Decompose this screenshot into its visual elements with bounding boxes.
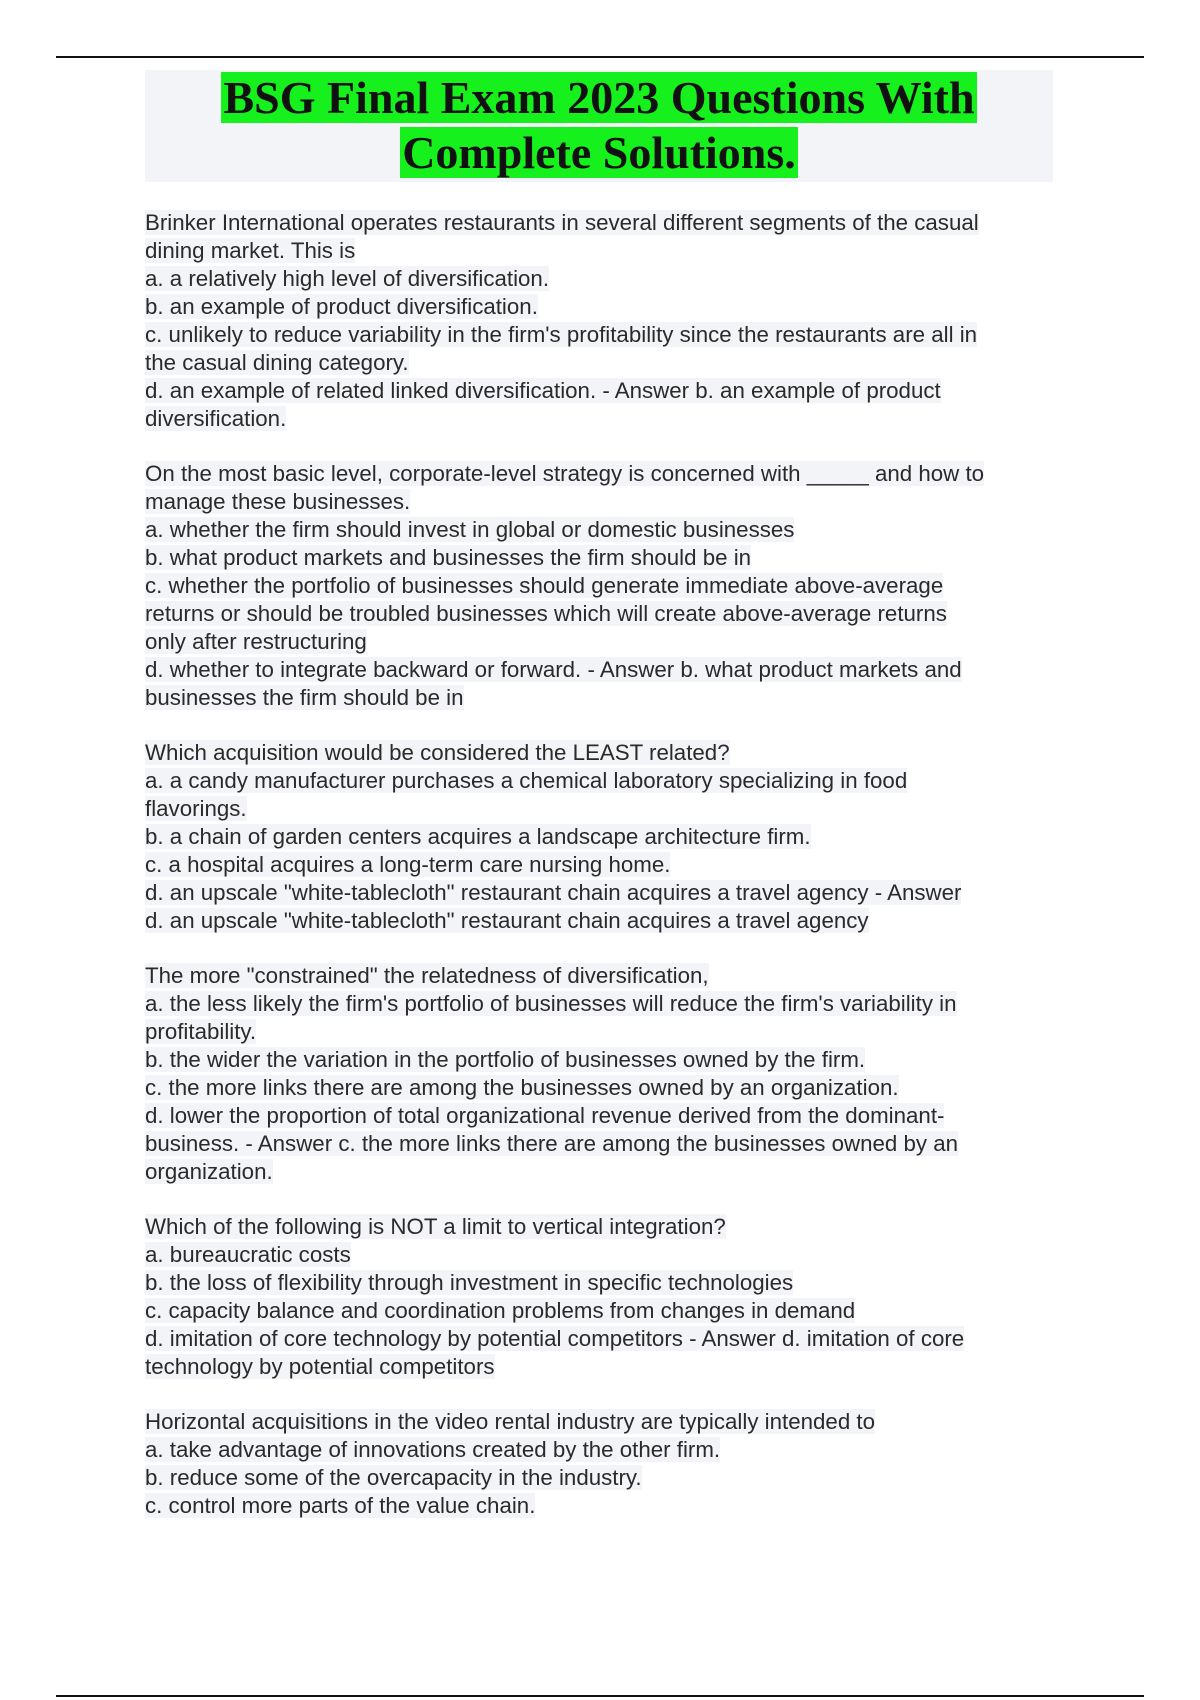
question-block-5 [145, 1213, 1065, 1381]
option-line: a. bureaucratic costs [145, 1242, 351, 1267]
option-line: a. a relatively high level of diversification. [145, 266, 550, 291]
option-line: b. an example of product diversification. [145, 294, 538, 319]
option-line: c. whether the portfolio of businesses should generate immediate above-average [145, 573, 944, 598]
option-line: c. unlikely to reduce variability in the firm's profitability since the restaurants are all in [145, 322, 978, 347]
question-block-6 [145, 1408, 1065, 1520]
option-line: a. the less likely the firm's portfolio of businesses will reduce the firm's variability in [145, 991, 957, 1016]
question-line: Brinker International operates restaurants in several different segments of the casual [145, 210, 979, 235]
answer-line: d. an example of related linked diversification. - Answer b. an example of product [145, 378, 941, 403]
top-rule [56, 56, 1144, 58]
option-line: c. a hospital acquires a long-term care nursing home. [145, 852, 671, 877]
question-line: manage these businesses. [145, 489, 411, 514]
answer-line: d. whether to integrate backward or forward. - Answer b. what product markets and [145, 657, 962, 682]
option-line: c. control more parts of the value chain. [145, 1493, 536, 1518]
option-line: b. the wider the variation in the portfolio of businesses owned by the firm. [145, 1047, 866, 1072]
question-line: Horizontal acquisitions in the video rental industry are typically intended to [145, 1409, 876, 1434]
title-text-1: BSG Final Exam 2023 Questions With [223, 72, 975, 123]
option-line: c. the more links there are among the businesses owned by an organization. [145, 1075, 899, 1100]
option-line: only after restructuring [145, 629, 367, 654]
option-line: a. a candy manufacturer purchases a chemical laboratory specializing in food [145, 768, 908, 793]
answer-line: business. - Answer c. the more links there are among the businesses owned by an [145, 1131, 959, 1156]
question-block-2 [145, 460, 1065, 712]
option-line: b. a chain of garden centers acquires a landscape architecture firm. [145, 824, 811, 849]
question-block-4 [145, 962, 1065, 1186]
option-line: a. take advantage of innovations created by the other firm. [145, 1437, 721, 1462]
answer-line: technology by potential competitors [145, 1354, 495, 1379]
question-line: The more "constrained" the relatedness of diversification, [145, 963, 709, 988]
question-line: On the most basic level, corporate-level strategy is concerned with _____ and how to [145, 461, 985, 486]
question-block-3 [145, 739, 1065, 935]
document-title [145, 70, 1053, 182]
option-line: d. lower the proportion of total organizational revenue derived from the dominant- [145, 1103, 945, 1128]
answer-line: d. imitation of core technology by potential competitors - Answer d. imitation of core [145, 1326, 965, 1351]
question-line: dining market. This is [145, 238, 356, 263]
title-line-2 [145, 125, 1053, 180]
option-line: b. what product markets and businesses the firm should be in [145, 545, 752, 570]
answer-line: businesses the firm should be in [145, 685, 464, 710]
option-line: flavorings. [145, 796, 247, 821]
option-line: a. whether the firm should invest in global or domestic businesses [145, 517, 795, 542]
answer-line: d. an upscale "white-tablecloth" restaurant chain acquires a travel agency - Answer [145, 880, 962, 905]
answer-line: d. an upscale "white-tablecloth" restaurant chain acquires a travel agency [145, 908, 869, 933]
option-line: profitability. [145, 1019, 257, 1044]
question-line: Which of the following is NOT a limit to vertical integration? [145, 1214, 726, 1239]
option-line: b. reduce some of the overcapacity in the industry. [145, 1465, 642, 1490]
question-list [145, 209, 1065, 1547]
question-block-1 [145, 209, 1065, 433]
bottom-rule [56, 1695, 1144, 1697]
option-line: the casual dining category. [145, 350, 409, 375]
answer-line: organization. [145, 1159, 273, 1184]
title-text-2: Complete Solutions. [402, 127, 796, 178]
question-line: Which acquisition would be considered the LEAST related? [145, 740, 730, 765]
answer-line: diversification. [145, 406, 287, 431]
option-line: returns or should be troubled businesses which will create above-average returns [145, 601, 947, 626]
option-line: c. capacity balance and coordination problems from changes in demand [145, 1298, 856, 1323]
title-line-1 [145, 70, 1053, 125]
option-line: b. the loss of flexibility through investment in specific technologies [145, 1270, 794, 1295]
